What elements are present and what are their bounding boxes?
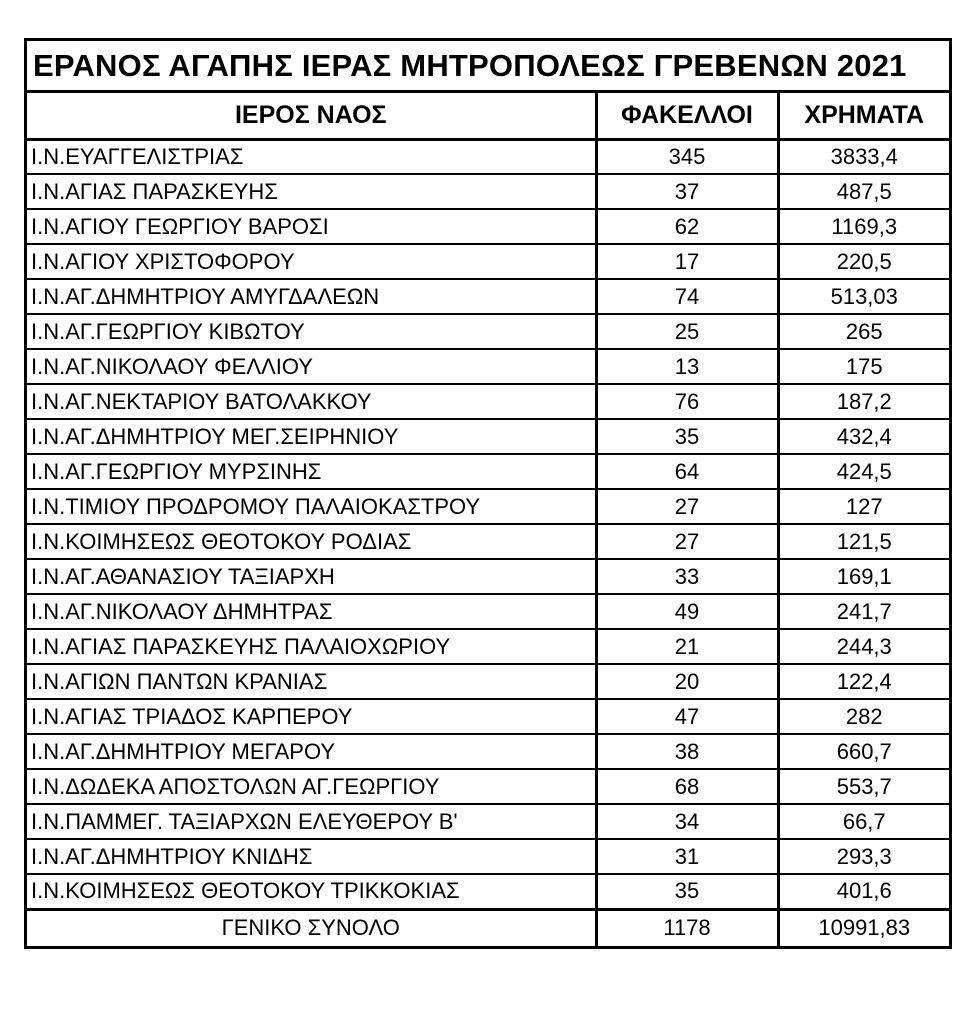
envelopes-cell: 34 [596, 804, 778, 839]
table-row [27, 384, 949, 419]
table-row [27, 804, 949, 839]
table-row [27, 139, 949, 174]
envelopes-cell: 49 [596, 594, 778, 629]
church-name-cell: Ι.Ν.ΚΟΙΜΗΣΕΩΣ ΘΕΟΤΟΚΟΥ ΤΡΙΚΚΟΚΙΑΣ [27, 874, 596, 909]
church-name-cell: Ι.Ν.ΑΓ.ΝΕΚΤΑΡΙΟΥ ΒΑΤΟΛΑΚΚΟΥ [27, 384, 596, 419]
table-row [27, 454, 949, 489]
money-cell: 66,7 [778, 804, 949, 839]
table-row [27, 174, 949, 209]
table-row [27, 769, 949, 804]
header-envelopes: ΦΑΚΕΛΛΟΙ [596, 93, 778, 139]
total-label: ΓΕΝΙΚΟ ΣΥΝΟΛΟ [27, 909, 596, 946]
church-name-cell: Ι.Ν.ΑΓΙΟΥ ΧΡΙΣΤΟΦΟΡΟΥ [27, 244, 596, 279]
envelopes-cell: 37 [596, 174, 778, 209]
table-row [27, 839, 949, 874]
table-row [27, 209, 949, 244]
envelopes-cell: 76 [596, 384, 778, 419]
envelopes-cell: 62 [596, 209, 778, 244]
money-cell: 265 [778, 314, 949, 349]
title-row [27, 41, 949, 93]
envelopes-cell: 27 [596, 524, 778, 559]
church-name-cell: Ι.Ν.ΑΓ.ΔΗΜΗΤΡΙΟΥ ΜΕΓ.ΣΕΙΡΗΝΙΟΥ [27, 419, 596, 454]
header-row [27, 93, 949, 139]
envelopes-cell: 38 [596, 734, 778, 769]
envelopes-cell: 13 [596, 349, 778, 384]
money-cell: 424,5 [778, 454, 949, 489]
envelopes-cell: 20 [596, 664, 778, 699]
envelopes-cell: 345 [596, 139, 778, 174]
table-row [27, 349, 949, 384]
table-row [27, 699, 949, 734]
church-name-cell: Ι.Ν.ΑΓ.ΓΕΩΡΓΙΟΥ ΜΥΡΣΙΝΗΣ [27, 454, 596, 489]
church-name-cell: Ι.Ν.ΑΓ.ΔΗΜΗΤΡΙΟΥ ΚΝΙΔΗΣ [27, 839, 596, 874]
header-money: ΧΡΗΜΑΤΑ [778, 93, 949, 139]
church-name-cell: Ι.Ν.ΠΑΜΜΕΓ. ΤΑΞΙΑΡΧΩΝ ΕΛΕΥΘΕΡΟΥ Β' [27, 804, 596, 839]
donations-table [27, 93, 949, 946]
envelopes-cell: 35 [596, 419, 778, 454]
money-cell: 282 [778, 699, 949, 734]
money-cell: 293,3 [778, 839, 949, 874]
church-name-cell: Ι.Ν.ΑΓΙΑΣ ΤΡΙΑΔΟΣ ΚΑΡΠΕΡΟΥ [27, 699, 596, 734]
envelopes-cell: 25 [596, 314, 778, 349]
money-cell: 241,7 [778, 594, 949, 629]
church-name-cell: Ι.Ν.ΑΓ.ΝΙΚΟΛΑΟΥ ΔΗΜΗΤΡΑΣ [27, 594, 596, 629]
church-name-cell: Ι.Ν.ΔΩΔΕΚΑ ΑΠΟΣΤΟΛΩΝ ΑΓ.ΓΕΩΡΓΙΟΥ [27, 769, 596, 804]
money-cell: 127 [778, 489, 949, 524]
table-row [27, 734, 949, 769]
total-envelopes: 1178 [596, 909, 778, 946]
church-name-cell: Ι.Ν.ΑΓΙΟΥ ΓΕΩΡΓΙΟΥ ΒΑΡΟΣΙ [27, 209, 596, 244]
church-name-cell: Ι.Ν.ΑΓ.ΓΕΩΡΓΙΟΥ ΚΙΒΩΤΟΥ [27, 314, 596, 349]
envelopes-cell: 35 [596, 874, 778, 909]
money-cell: 187,2 [778, 384, 949, 419]
church-name-cell: Ι.Ν.ΚΟΙΜΗΣΕΩΣ ΘΕΟΤΟΚΟΥ ΡΟΔΙΑΣ [27, 524, 596, 559]
money-cell: 169,1 [778, 559, 949, 594]
money-cell: 121,5 [778, 524, 949, 559]
church-name-cell: Ι.Ν.ΑΓΙΑΣ ΠΑΡΑΣΚΕΥΗΣ ΠΑΛΑΙΟΧΩΡΙΟΥ [27, 629, 596, 664]
money-cell: 487,5 [778, 174, 949, 209]
table-row [27, 594, 949, 629]
total-money: 10991,83 [818, 915, 911, 941]
donation-table-sheet [24, 38, 952, 949]
money-cell: 175 [778, 349, 949, 384]
table-row [27, 524, 949, 559]
table-body [27, 139, 949, 946]
church-name-cell: Ι.Ν.ΤΙΜΙΟΥ ΠΡΟΔΡΟΜΟΥ ΠΑΛΑΙΟΚΑΣΤΡΟΥ [27, 489, 596, 524]
table-row [27, 874, 949, 909]
money-cell: 122,4 [778, 664, 949, 699]
money-cell: 3833,4 [778, 139, 949, 174]
envelopes-cell: 33 [596, 559, 778, 594]
church-name-cell: Ι.Ν.ΑΓ.ΔΗΜΗΤΡΙΟΥ ΑΜΥΓΔΑΛΕΩΝ [27, 279, 596, 314]
header-church: ΙΕΡΟΣ ΝΑΟΣ [27, 93, 596, 139]
table-row [27, 489, 949, 524]
money-cell: 432,4 [778, 419, 949, 454]
money-cell: 553,7 [778, 769, 949, 804]
table-row [27, 279, 949, 314]
money-cell: 401,6 [778, 874, 949, 909]
table-row [27, 559, 949, 594]
envelopes-cell: 68 [596, 769, 778, 804]
envelopes-cell: 17 [596, 244, 778, 279]
money-cell: 1169,3 [778, 209, 949, 244]
church-name-cell: Ι.Ν.ΑΓ.ΝΙΚΟΛΑΟΥ ΦΕΛΛΙΟΥ [27, 349, 596, 384]
table-row [27, 629, 949, 664]
table-row [27, 419, 949, 454]
money-cell: 220,5 [778, 244, 949, 279]
envelopes-cell: 27 [596, 489, 778, 524]
table-row [27, 314, 949, 349]
envelopes-cell: 31 [596, 839, 778, 874]
church-name-cell: Ι.Ν.ΑΓΙΩΝ ΠΑΝΤΩΝ ΚΡΑΝΙΑΣ [27, 664, 596, 699]
total-row [27, 909, 949, 946]
church-name-cell: Ι.Ν.ΑΓΙΑΣ ΠΑΡΑΣΚΕΥΗΣ [27, 174, 596, 209]
table-title: ΕΡΑΝΟΣ ΑΓΑΠΗΣ ΙΕΡΑΣ ΜΗΤΡΟΠΟΛΕΩΣ ΓΡΕΒΕΝΩΝ 2021 [33, 47, 907, 83]
envelopes-cell: 21 [596, 629, 778, 664]
money-cell: 244,3 [778, 629, 949, 664]
envelopes-cell: 74 [596, 279, 778, 314]
table-row [27, 244, 949, 279]
church-name-cell: Ι.Ν.ΑΓ.ΑΘΑΝΑΣΙΟΥ ΤΑΞΙΑΡΧΗ [27, 559, 596, 594]
table-row [27, 664, 949, 699]
money-cell: 660,7 [778, 734, 949, 769]
church-name-cell: Ι.Ν.ΕΥΑΓΓΕΛΙΣΤΡΙΑΣ [27, 139, 596, 174]
envelopes-cell: 64 [596, 454, 778, 489]
church-name-cell: Ι.Ν.ΑΓ.ΔΗΜΗΤΡΙΟΥ ΜΕΓΑΡΟΥ [27, 734, 596, 769]
envelopes-cell: 47 [596, 699, 778, 734]
money-cell: 513,03 [778, 279, 949, 314]
